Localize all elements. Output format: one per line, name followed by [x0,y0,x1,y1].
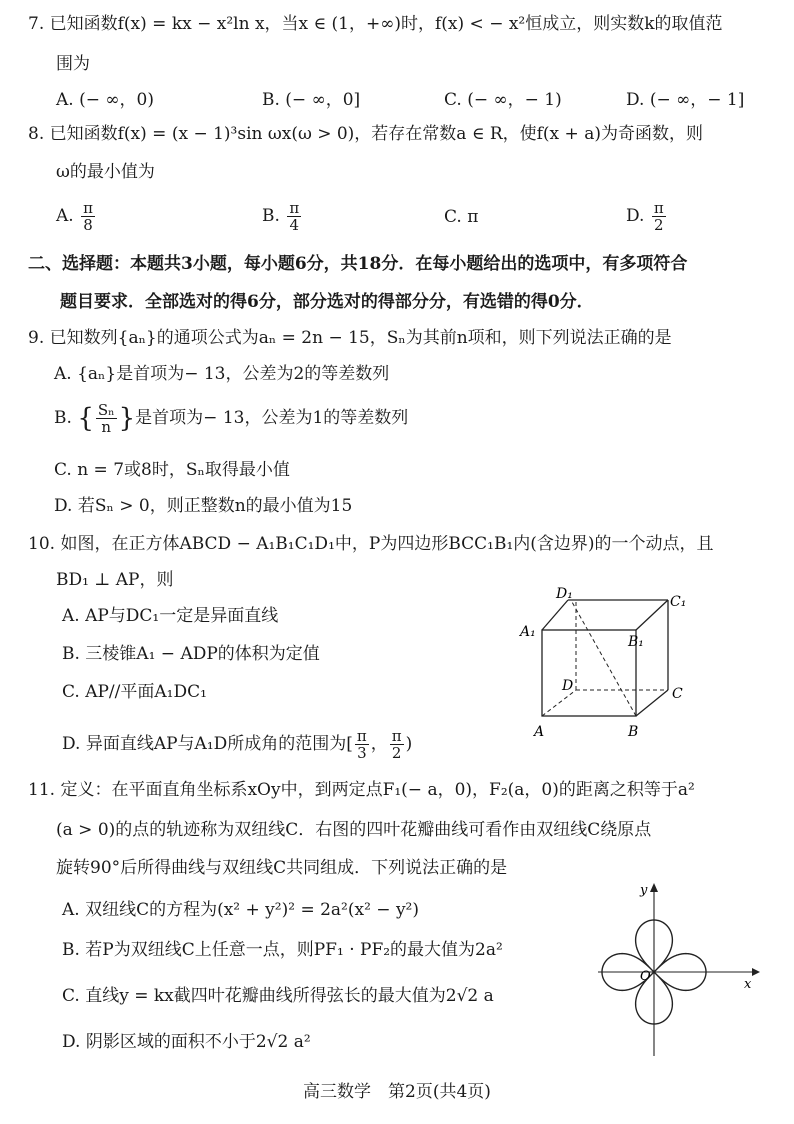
label-c: C [672,686,683,702]
page-footer: 高三数学 第2页(共4页) [303,1082,491,1102]
q8-stem-line1: 8. 已知函数f(x) = (x − 1)³sin ωx(ω > 0)，若存在常数a ∈ R，使f(x + a)为奇函数，则 [28,124,703,144]
q11-option-b: B. 若P为双纽线C上任意一点，则PF₁ · PF₂的最大值为2a² [62,940,503,960]
q10-option-d: D. 异面直线AP与A₁D所成角的范围为[ $\frac{\pi}{3}$ ， $\frac{\pi}{2}$ ) [62,727,413,762]
q7-stem-line2: 围为 [56,54,90,74]
q11-option-d: D. 阴影区域的面积不小于2√2 a² [62,1032,311,1052]
q8-option-b: B. $\frac{\pi}{4}$ [262,199,300,234]
section2-heading-line2: 题目要求．全部选对的得6分，部分选对的得部分分，有选错的得0分． [60,292,594,312]
q9-option-b: B. { $\frac{\text{Sₙ}}{n}$ }是首项为− 13，公差为1的等差数列 [54,401,409,436]
q9-stem: 9. 已知数列{aₙ}的通项公式为aₙ = 2n − 15，Sₙ为其前n项和，则下列说法正确的是 [28,328,672,348]
y-axis-label: y [640,883,648,898]
cube-edge-b1c1 [636,600,668,630]
cube-front-face [542,630,636,716]
q8-option-d: D. $\frac{\pi}{2}$ [626,199,664,234]
q9-option-a: A. {aₙ}是首项为− 13，公差为2的等差数列 [54,364,390,384]
label-d: D [562,678,574,694]
label-a: A [534,724,545,740]
label-c1: C₁ [670,594,687,610]
q7-option-d: D. (− ∞，− 1] [626,90,745,110]
label-b: B [628,724,639,740]
q8-option-a-fraction: $\frac{\pi}{8}$ [83,199,93,234]
cube-diagonal-bd1 [572,602,636,716]
section2-heading-line1: 二、选择题：本题共3小题，每小题6分，共18分．在每小题给出的选项中，有多项符合 [28,254,688,274]
q10-option-c: C. AP//平面A₁DC₁ [62,682,207,702]
q9-left-brace: { [77,403,94,434]
q8-option-b-fraction: $\frac{\pi}{4}$ [289,199,300,234]
cube-edge-a1d1 [542,600,568,630]
cube-figure [510,586,700,746]
q7-stem-line1: 7. 已知函数f(x) = kx − x²ln x，当x ∈ (1，+∞)时，f(x) < − x²恒成立，则实数k的取值范 [28,14,723,34]
q11-stem-line2: (a > 0)的点的轨迹称为双纽线C．右图的四叶花瓣曲线可看作由双纽线C绕原点 [56,820,652,840]
q11-stem-line3: 旋转90°后所得曲线与双纽线C共同组成．下列说法正确的是 [56,858,508,878]
q11-option-a: A. 双纽线C的方程为(x² + y²)² = 2a²(x² − y²) [62,900,419,920]
q10-d-fraction-2: $\frac{\pi}{2}$ [391,727,402,762]
q9-right-brace: } [118,403,136,434]
four-petal-figure [592,880,762,1060]
q8-option-a: A. $\frac{\pi}{8}$ [56,199,93,234]
label-d1: D₁ [556,586,573,602]
q8-stem-line2: ω的最小值为 [56,162,155,182]
q10-option-a: A. AP与DC₁一定是异面直线 [62,606,279,626]
cube-edge-bc [636,690,668,716]
q8-option-c: C. π [444,207,479,227]
q10-option-b: B. 三棱锥A₁ − ADP的体积为定值 [62,644,320,664]
origin-label: O [640,969,651,984]
q10-stem-line2: BD₁ ⊥ AP，则 [56,570,174,590]
q11-stem-line1: 11. 定义：在平面直角坐标系xOy中，到两定点F₁(− a，0)，F₂(a，0)的距离之积等于a² [28,780,695,800]
y-axis-arrow [650,883,658,892]
q9-option-b-fraction: $\frac{\text{Sₙ}}{n}$ [97,401,115,436]
x-axis-label: x [744,977,752,992]
q10-d-fraction-1: $\frac{\pi}{3}$ [356,727,367,762]
q11-option-c: C. 直线y = kx截四叶花瓣曲线所得弦长的最大值为2√2 a [62,986,494,1006]
q7-option-b: B. (− ∞，0] [262,90,361,110]
q9-option-c: C. n = 7或8时，Sₙ取得最小值 [54,460,290,480]
q9-option-d: D. 若Sₙ > 0，则正整数n的最小值为15 [54,496,353,516]
q7-option-c: C. (− ∞，− 1) [444,90,562,110]
q7-option-a: A. (− ∞，0) [56,90,154,110]
x-axis-arrow [752,968,760,976]
q8-option-d-fraction: $\frac{\pi}{2}$ [653,199,664,234]
label-b1: B₁ [628,634,644,650]
label-a1: A₁ [520,624,536,640]
q10-stem-line1: 10. 如图，在正方体ABCD − A₁B₁C₁D₁中，P为四边形BCC₁B₁内(含边界)的一个动点，且 [28,534,714,554]
